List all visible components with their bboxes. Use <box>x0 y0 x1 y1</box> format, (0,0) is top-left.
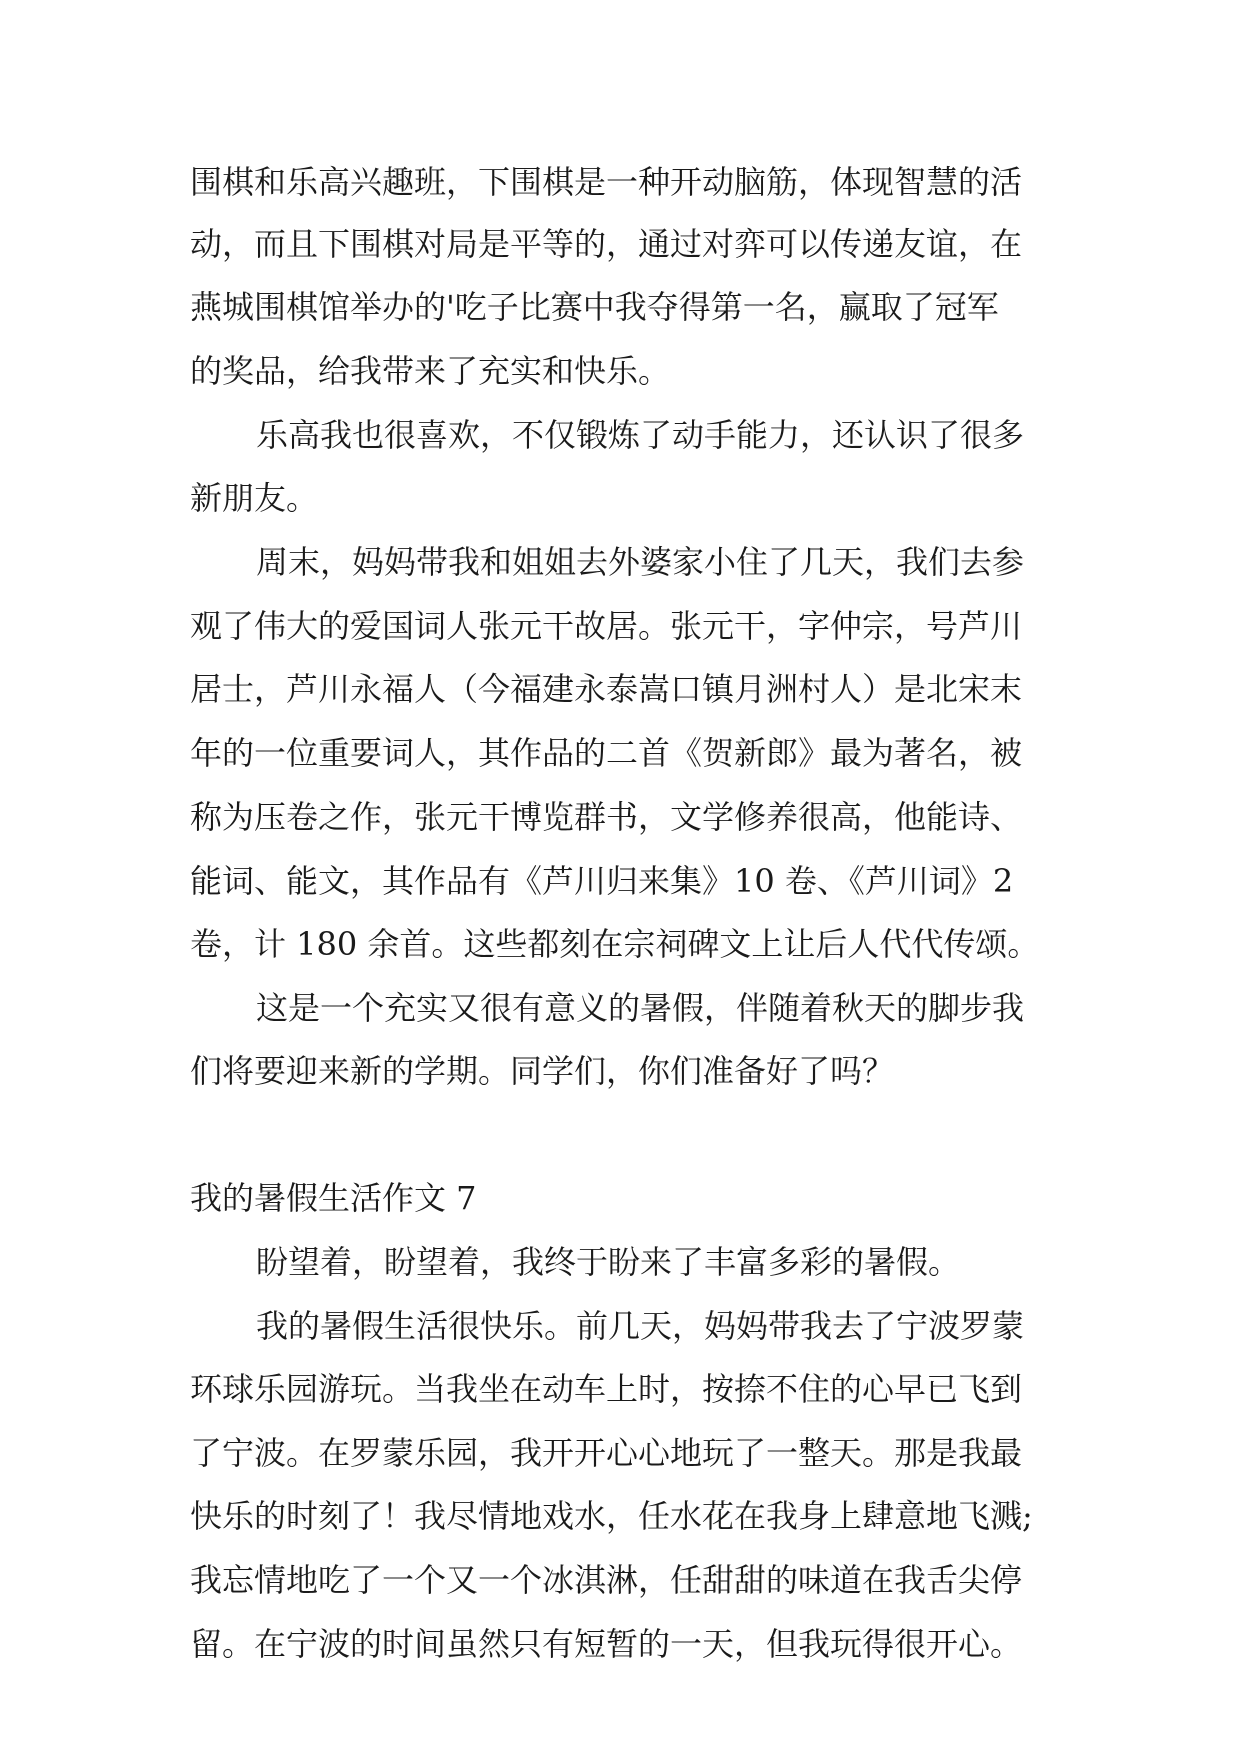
text-line: 燕城围棋馆举办的'吃子比赛中我夺得第一名，赢取了冠军 <box>190 288 999 326</box>
text-line: 们将要迎来新的学期。同学们，你们准备好了吗？ <box>190 1052 895 1090</box>
text-line: 乐高我也很喜欢，不仅锻炼了动手能力，还认识了很多 <box>256 416 1025 454</box>
text-line: 动，而且下围棋对局是平等的，通过对弈可以传递友谊，在 <box>190 225 1023 263</box>
text-line: 周末，妈妈带我和姐姐去外婆家小住了几天，我们去参 <box>256 543 1025 581</box>
text-line: 的奖品，给我带来了充实和快乐。 <box>190 352 671 390</box>
text-line: 居士，芦川永福人（今福建永泰嵩口镇月洲村人）是北宋末 <box>190 670 1023 708</box>
text-line: 卷，计 180 余首。这些都刻在宗祠碑文上让后人代代传颂。 <box>190 925 1040 963</box>
text-line: 称为压卷之作，张元干博览群书，文学修养很高，他能诗、 <box>190 798 1023 836</box>
text-line: 围棋和乐高兴趣班，下围棋是一种开动脑筋，体现智慧的活 <box>190 163 1023 201</box>
text-line: 了宁波。在罗蒙乐园，我开开心心地玩了一整天。那是我最 <box>190 1434 1023 1472</box>
text-line: 留。在宁波的时间虽然只有短暂的一天，但我玩得很开心。 <box>190 1625 1023 1663</box>
text-line: 这是一个充实又很有意义的暑假，伴随着秋天的脚步我 <box>256 989 1025 1027</box>
text-line: 年的一位重要词人，其作品的二首《贺新郎》最为著名，被 <box>190 734 1023 772</box>
text-line: 新朋友。 <box>190 479 319 517</box>
text-line: 盼望着，盼望着，我终于盼来了丰富多彩的暑假。 <box>256 1243 961 1281</box>
section-heading: 我的暑假生活作文 7 <box>190 1179 477 1217</box>
text-line: 能词、能文，其作品有《芦川归来集》10 卷、《芦川词》2 <box>190 862 1014 900</box>
text-line: 观了伟大的爱国词人张元干故居。张元干，字仲宗，号芦川 <box>190 607 1023 645</box>
text-line: 我的暑假生活很快乐。前几天，妈妈带我去了宁波罗蒙 <box>256 1307 1025 1345</box>
text-line: 快乐的时刻了！我尽情地戏水，任水花在我身上肆意地飞溅; <box>190 1497 1033 1535</box>
text-line: 我忘情地吃了一个又一个冰淇淋，任甜甜的味道在我舌尖停 <box>190 1561 1023 1599</box>
text-line: 环球乐园游玩。当我坐在动车上时，按捺不住的心早已飞到 <box>190 1370 1023 1408</box>
